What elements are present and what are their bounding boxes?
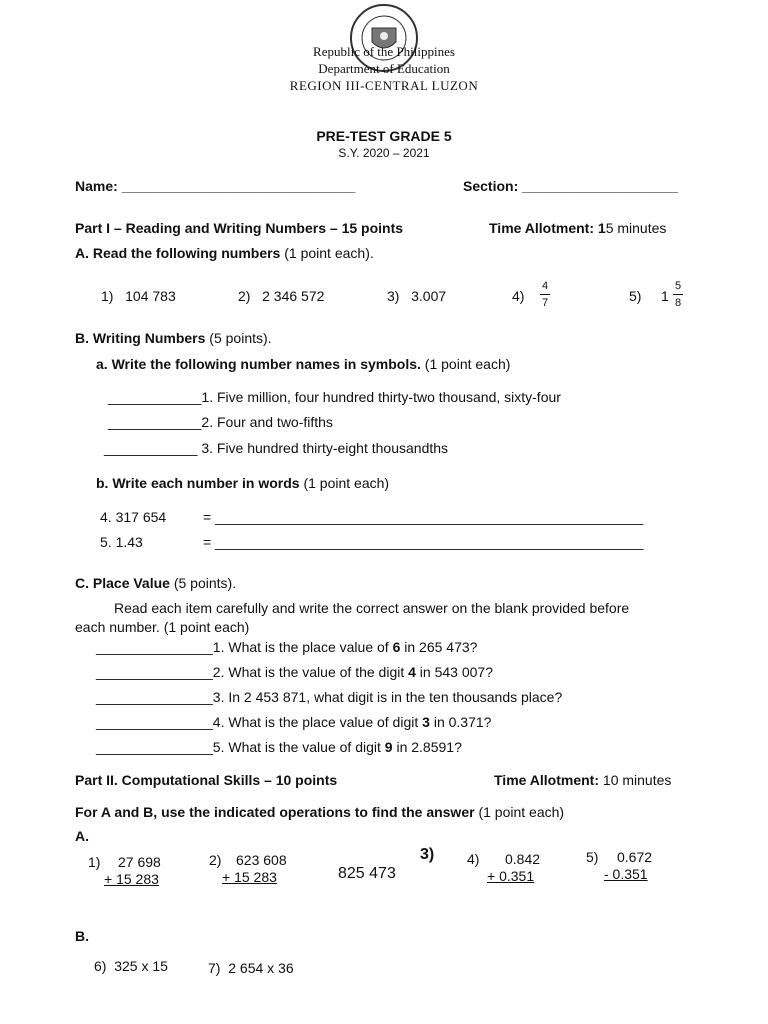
section-c-title: C. Place Value: [75, 575, 170, 591]
op-5-top: 0.672: [617, 849, 653, 865]
op-2-top: 623 608: [236, 852, 287, 868]
op-2-bottom: + 15 283: [222, 869, 277, 885]
op-5-bottom: - 0.351: [604, 866, 648, 882]
op-1-bottom: + 15 283: [104, 871, 159, 887]
a-item-1: [101, 288, 176, 304]
b-item-7-text: 2 654 x 36: [228, 960, 294, 976]
part1-heading: Part I – Reading and Writing Numbers – 15 points: [75, 220, 404, 236]
b-item-7: [208, 960, 294, 976]
section-ba-points: (1 point each): [420, 356, 511, 372]
name-blank: ______________________________: [121, 178, 356, 194]
part1-time-value: 5 minutes: [605, 220, 667, 236]
c-item-1: [96, 639, 477, 655]
section-b-points: (5 points).: [205, 330, 272, 346]
section-ba-heading: [96, 356, 510, 372]
fraction-denominator: 8: [674, 297, 682, 309]
c-item-emphasis: 3: [422, 714, 430, 730]
a-item-2-text: 2 346 572: [262, 288, 325, 304]
c-item-text: _______________2. What is the value of the digit: [96, 664, 409, 680]
c-item-emphasis: 9: [384, 739, 393, 755]
c-item-emphasis: 4: [408, 664, 416, 680]
header-department: Department of Education: [318, 61, 450, 76]
section-bb-points: (1 point each): [299, 475, 390, 491]
b-item-7-num: 7): [208, 960, 221, 976]
a-item-2-num: 2): [238, 288, 251, 304]
bb-item-5-num: 5. 1.43: [100, 534, 143, 550]
c-item-3: [96, 689, 562, 705]
op-2-num: 2): [209, 852, 222, 868]
section-a-title: A. Read the following numbers: [75, 245, 281, 261]
section-b-heading: [75, 330, 272, 346]
a-item-4-num: 4): [512, 288, 525, 304]
fraction-numerator: 4: [541, 280, 549, 292]
school-year: S.Y. 2020 – 2021: [338, 146, 430, 160]
ba-item-2: ____________2. Four and two-fifths: [108, 414, 333, 430]
fraction-numerator: 5: [674, 280, 682, 292]
a-item-1-text: 104 783: [125, 288, 176, 304]
ba-item-3: ____________ 3. Five hundred thirty-eight thousandths: [104, 440, 449, 456]
c-item-text: _______________5. What is the value of digit: [96, 739, 385, 755]
part2-time-value: 10 minutes: [599, 772, 672, 788]
b-item-6-num: 6): [94, 958, 107, 974]
bb-item-4-blank: = _______________________________________________________: [203, 509, 644, 525]
c-item-text: _______________3. In 2 453 871, what digit is in the ten thousands place?: [96, 689, 563, 705]
bb-item-4-num: 4. 317 654: [100, 509, 167, 525]
a-item-5-num: 5): [629, 288, 642, 304]
fraction-denominator: 7: [541, 297, 549, 309]
c-item-emphasis: 6: [392, 639, 401, 655]
section-a-heading: [75, 245, 374, 261]
name-label: Name:: [75, 178, 118, 194]
a-item-3: [387, 288, 446, 304]
section-c-instruction-line1: Read each item carefully and write the correct answer on the blank provided before: [114, 600, 630, 616]
c-item-text: _______________1. What is the place value of: [96, 639, 393, 655]
part2-heading: Part II. Computational Skills – 10 points: [75, 772, 338, 788]
section-label: Section:: [463, 178, 519, 194]
section-field: [463, 178, 678, 194]
section-c-instruction-line2: each number. (1 point each): [75, 619, 250, 635]
a-item-3-num: 3): [387, 288, 400, 304]
a-item-3-text: 3.007: [411, 288, 447, 304]
fraction-bar: [540, 294, 550, 295]
op-4-top: 0.842: [505, 851, 541, 867]
op-5-num: 5): [586, 849, 599, 865]
bb-item-5-blank: = _______________________________________________________: [203, 534, 644, 550]
c-item-5: [96, 739, 462, 755]
fraction-bar: [673, 294, 683, 295]
c-item-text-end: in 2.8591?: [392, 739, 462, 755]
part2-a-label: A.: [75, 828, 89, 844]
part2-time-label: Time Allotment:: [494, 772, 600, 788]
a-item-4-fraction: [540, 280, 550, 309]
part1-time: [489, 220, 666, 236]
op-1-top: 27 698: [118, 854, 161, 870]
c-item-text: _______________4. What is the place value of digit: [96, 714, 423, 730]
c-item-text-end: in 0.371?: [429, 714, 492, 730]
section-ba-title: a. Write the following number names in symbols.: [96, 356, 421, 372]
a-item-5-whole: 1: [661, 288, 669, 304]
part2-instruction: [75, 804, 564, 820]
ba-item-1: ____________1. Five million, four hundred thirty-two thousand, sixty-four: [108, 389, 561, 405]
op-4-num: 4): [467, 851, 480, 867]
op-3-num: 3): [420, 846, 435, 863]
section-c-heading: [75, 575, 236, 591]
op-1-num: 1): [88, 854, 101, 870]
section-c-points: (5 points).: [169, 575, 237, 591]
a-item-1-num: 1): [101, 288, 114, 304]
section-b-title: B. Writing Numbers: [75, 330, 206, 346]
section-a-points: (1 point each).: [280, 245, 374, 261]
a-item-2: [238, 288, 324, 304]
part2-instruction-bold: For A and B, use the indicated operations to find the answer: [75, 804, 475, 820]
part2-instruction-points: (1 point each): [474, 804, 565, 820]
part1-time-label: Time Allotment: 1: [489, 220, 606, 236]
name-field: [75, 178, 355, 194]
op-4-bottom: + 0.351: [487, 868, 535, 884]
header-region: REGION III-CENTRAL LUZON: [289, 78, 479, 93]
c-item-text-end: in 265 473?: [400, 639, 478, 655]
a-item-5-fraction: [673, 280, 683, 309]
op-3-value: 825 473: [338, 865, 396, 882]
b-item-6-text: 325 x 15: [114, 958, 168, 974]
section-blank: ____________________: [522, 178, 678, 194]
b-item-6: [94, 958, 168, 974]
section-bb-title: b. Write each number in words: [96, 475, 300, 491]
c-item-text-end: in 543 007?: [415, 664, 493, 680]
header-republic: Republic of the Philippines: [313, 44, 455, 59]
part2-b-label: B.: [75, 928, 89, 944]
section-bb-heading: [96, 475, 389, 491]
part2-time: [494, 772, 671, 788]
c-item-4: [96, 714, 491, 730]
c-item-2: [96, 664, 493, 680]
test-title: PRE-TEST GRADE 5: [316, 128, 452, 144]
